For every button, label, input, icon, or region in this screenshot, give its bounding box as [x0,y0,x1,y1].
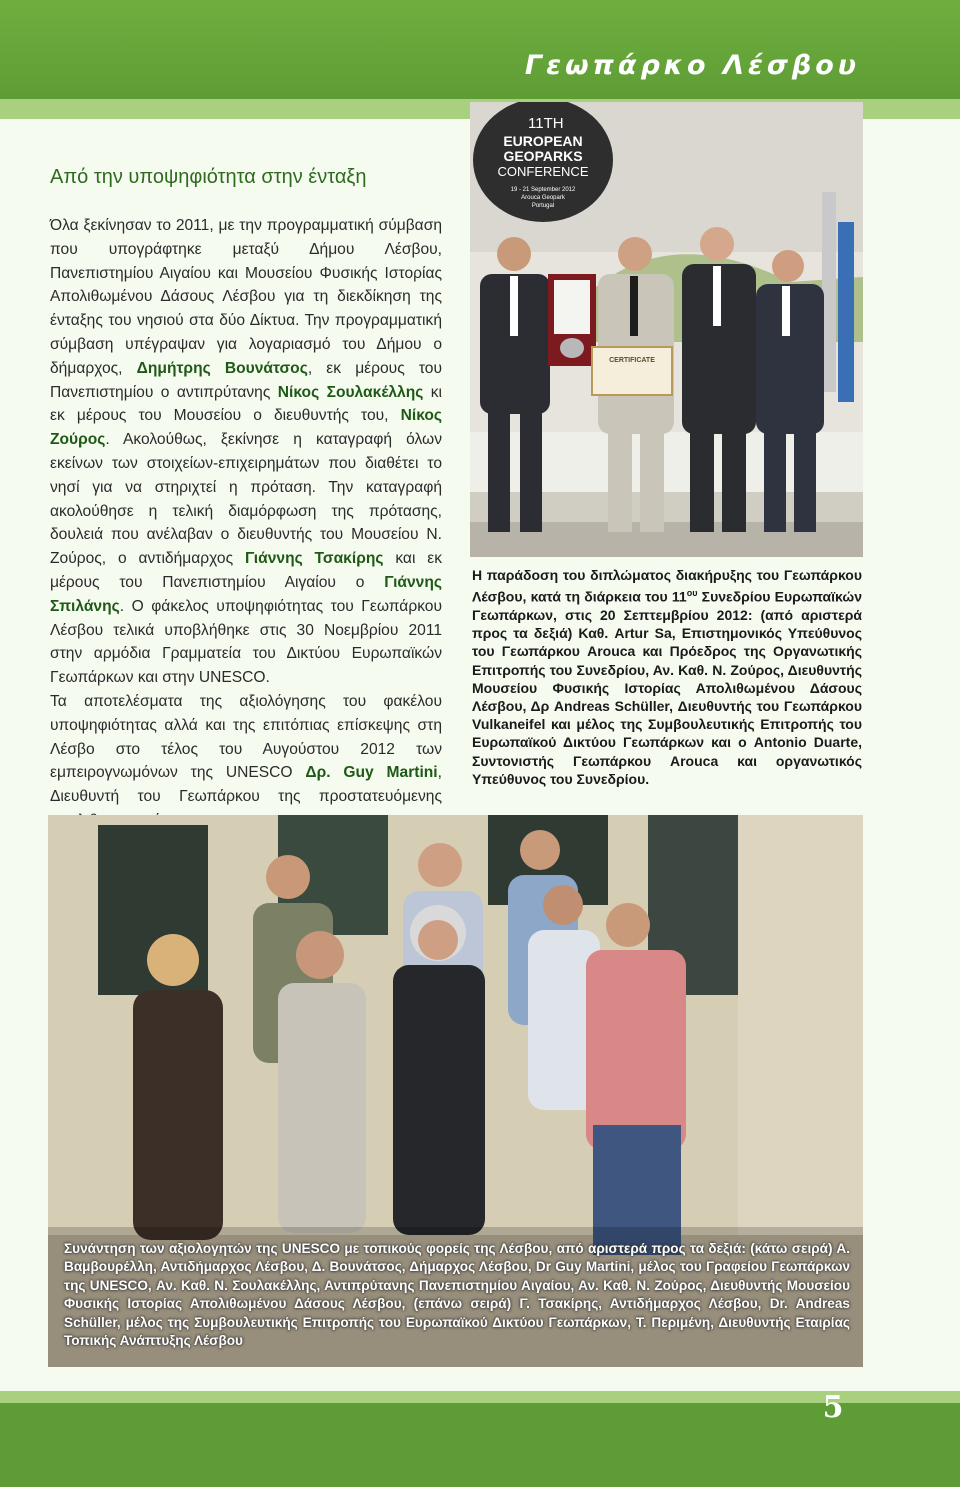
person-name: Νίκος Σουλακέλλης [277,383,424,401]
person-name: Δημήτρης Βουνάτσος [136,359,308,377]
person-name: Νίκος Ζούρος [50,407,442,449]
article-text: . Ακολούθως, ξεκίνησε η καταγραφή όλων εκείνων των στοιχείων-επιχειρημάτων που διαθέτει το νησί για να στηριχτεί η πρόταση. Την καταγραφή ακολούθησε η τελική διαμόρφωση της πρότασης, δουλειά που ανέλαβαν ο διευθυντής του Μουσείου Ν. Ζούρος, ο αντιδήμαρχος [50,431,442,568]
sign-line: Portugal [531,203,555,209]
article-paragraph-2 [50,690,442,833]
article-text: Όλα ξεκίνησαν το 2011, με την προγραμματική σύμβαση που υπογράφτηκε μεταξύ Δήμου Λέσβου, Πανεπιστημίου Αιγαίου και Μουσείου Φυσικής Ιστορίας Απολιθωμένου Δάσους Λέσβου για τη διεκδίκηση της ένταξης του νησιού στα δύο Δίκτυα. Την προγραμματική σύμβαση υπέγραψαν για λογαριασμό του Δήμου ο δήμαρχος, [50,217,442,377]
sign-line: Arouca Geopark [521,195,565,201]
person-name: Δρ. Guy Martini [305,764,438,782]
photo-caption-1 [472,566,862,788]
sign-line: EUROPEAN [503,133,583,149]
section-heading: Από την υποψηφιότητα στην ένταξη [50,166,367,188]
certificate-label: CERTIFICATE [609,357,655,364]
article-body [50,214,442,833]
article-text: , Διευθυντή του Γεωπάρκου της προστατευόμενης [50,764,442,806]
article-text: . Ο φάκελος υποψηφιότητας του Γεωπάρκου Λέσβου τελικά υποβλήθηκε στις 30 Νοεμβρίου 2011 στην αρμόδια Γραμματεία του Δικτύου Ευρωπαϊκών Γεωπάρκων και στην UNESCO. [50,597,442,687]
article-paragraph-1 [50,214,442,690]
person-name: Γιάννης Τσακίρης [244,550,384,568]
sign-line: CONFERENCE [497,164,589,179]
header-title: Γεωπάρκο Λέσβου [524,50,860,81]
conference-photo-illustration [470,102,863,557]
photo-caption-2: Συνάντηση των αξιολογητών της UNESCO με τοπικούς φορείς της Λέσβου, από αριστερά προς τα δεξιά: (κάτω σειρά) Α. Βαμβουρέλλη, Αντιδήμαρχος Λέσβου, Δ. Βουνάτσος, Δήμαρχος Λέσβου, Dr Guy Martini, μέλος του Γραφείου Γεωπάρκων της UNESCO, Αν. Καθ. Ν. Σουλακέλλης, Αντιπρύτανης Πανεπιστημίου Αιγαίου, Αν. Καθ. Ν. Ζούρος, Διευθυντής Μουσείου Φυσικής Ιστορίας Απολιθωμένου Δάσους Λέσβου, (επάνω σειρά) Γ. Τσακίρης, Αντιδήμαρχος Λέσβου, Dr. Andreas Schüller, μέλος της Συμβουλευτικής Επιτροπής του Ευρωπαϊκού Δικτύου Γεωπάρκων, Τ. Περιμένη, Διευθυντής Εταιρίας Τοπικής Ανάπτυξης Λέσβου [64,1241,850,1349]
sign-line: GEOPARKS [503,148,583,164]
sign-line: 11TH [528,115,564,132]
caption-superscript: ου [686,588,698,599]
article-text: κι εκ μέρους του Μουσείου ο διευθυντής του, [50,383,443,425]
caption-text: Συνεδρίου Ευρωπαϊκών Γεωπάρκων, στις 20 Σεπτεμβρίου 2012: (από αριστερά προς τα δεξιά) Καθ. Artur Sa, Επιστημονικός Υπεύθυνος του Γεωπάρκου Arouca και Πρόεδρος της Οργανωτικής Επιτροπής του Συνεδρίου, Αν. Καθ. Ν. Ζούρος, Διευθυντής Μουσείου Φυσικής Ιστορίας Απολιθωμένου Δάσους Λέσβου, Δρ Andreas Schüller, Διευθυντής του Γεωπάρκου Vulkaneifel και μέλος της Συμβουλευτικής Επιτροπής του Ευρωπαϊκού Δικτύου Γεωπάρκων και ο Antonio Duarte, Συντονιστής Γεωπάρκου Arouca και οργανωτικός Υπεύθυνος του Συνεδρίου. [472,588,863,787]
article-text: , εκ μέρους του Πανεπιστημίου ο αντιπρύτανης [50,359,442,401]
sign-line: 19 - 21 September 2012 [510,187,576,193]
conference-photo [470,102,863,557]
page-number: 5 [822,1390,844,1425]
person-name: Γιάννης Σπιλάνης [50,573,442,615]
article-text: και εκ μέρους του Πανεπιστημίου Αιγαίου ο [50,550,443,591]
certificate [592,347,672,395]
article-text: Τα αποτελέσματα της αξιολόγησης του φακέλου υποψηφιότητας αλλά και της επιτόπιας επίσκεψης στη Λέσβο στο τέλος του Αυγούστου 2012 των εμπειρογνωμόνων της UNESCO [50,692,442,782]
caption-text: Η παράδοση του διπλώματος διακήρυξης του Γεωπάρκου Λέσβου, κατά τη διάρκεια του 11 [472,567,862,605]
